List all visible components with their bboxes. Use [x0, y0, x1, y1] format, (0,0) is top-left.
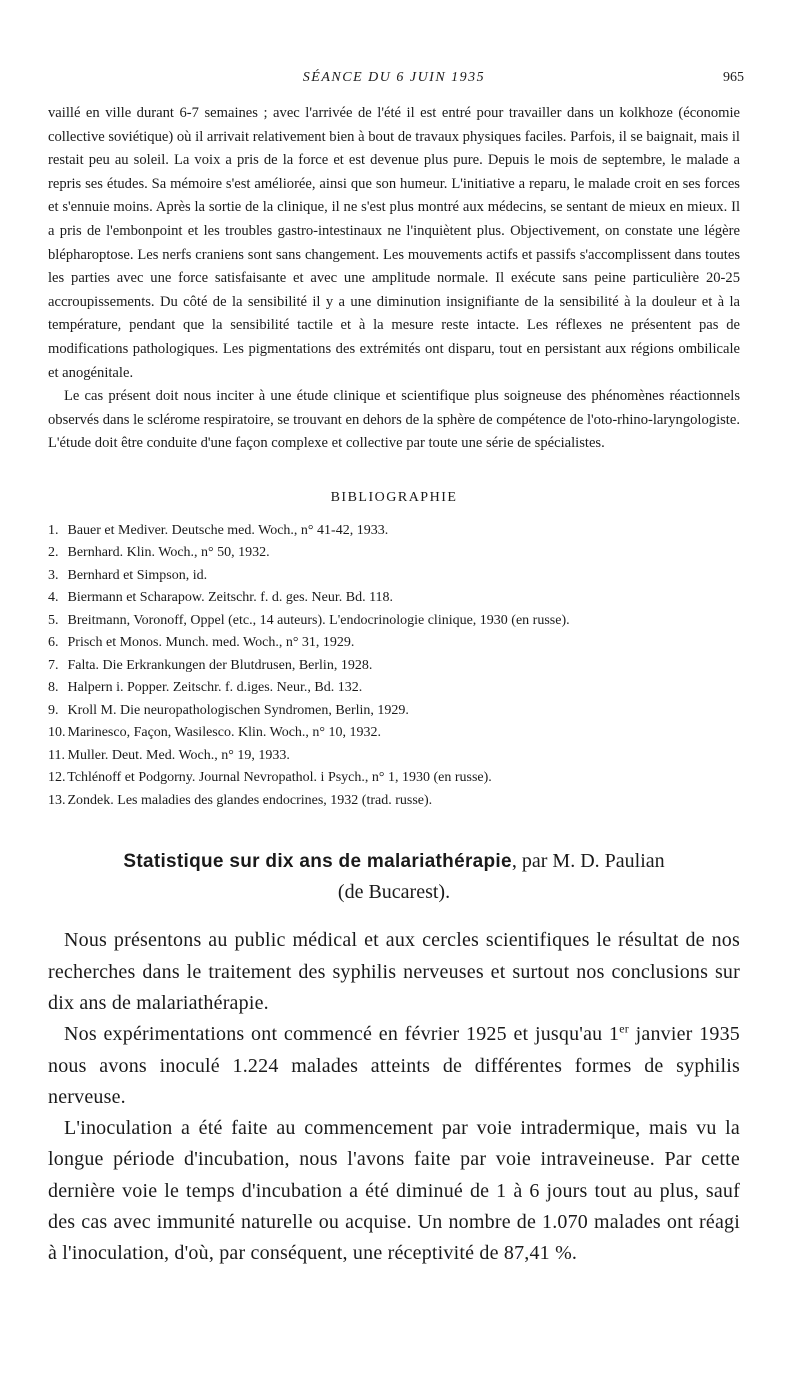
article-body	[48, 925, 740, 1269]
ref-number: 1.	[48, 522, 59, 538]
article-paragraph: L'inoculation a été faite au commencement par voie intradermique, mais vu la longue période d'incubation, nous l'avons faite par voie intraveineuse. Par cette dernière voie le temps d'incubation a été diminué de 1 à 6 jours tout au plus, sauf des cas avec immunité naturelle ou acquise. Un nombre de 1.070 malades ont réagi à l'inoculation, d'où, par conséquent, une réceptivité de 87,41 %.	[48, 1117, 740, 1265]
ref-number: 5.	[48, 612, 59, 628]
article-title	[48, 846, 740, 907]
ref-text: Tchlénoff et Podgorny. Journal Nevropathol. i Psych., n° 1, 1930 (en russe).	[67, 770, 492, 786]
ref-number: 3.	[48, 567, 59, 583]
bibliography-item	[48, 767, 740, 790]
ref-text: Bernhard. Klin. Woch., n° 50, 1932.	[67, 545, 270, 561]
article-title-main: Statistique sur dix ans de malariathérapie	[123, 851, 512, 873]
ref-number: 2.	[48, 545, 59, 561]
bibliography-item	[48, 700, 740, 723]
bibliography-item	[48, 542, 740, 565]
ordinal-superscript: er	[619, 1021, 629, 1036]
ref-number: 10.	[48, 725, 66, 741]
case-report-text	[48, 102, 740, 456]
ref-number: 12.	[48, 770, 66, 786]
bibliography-item	[48, 632, 740, 655]
ref-number: 4.	[48, 590, 59, 606]
bibliography-item	[48, 655, 740, 678]
ref-text: Bauer et Mediver. Deutsche med. Woch., n° 41-42, 1933.	[67, 522, 389, 538]
article-paragraph-rest: janvier 1935 nous avons inoculé 1.224 malades atteints de différentes formes de syphilis nerveuse.	[48, 1023, 740, 1108]
ref-text: Marinesco, Façon, Wasilesco. Klin. Woch., n° 10, 1932.	[67, 725, 382, 741]
article-title-author: , par M. D. Paulian	[511, 850, 665, 873]
ref-text: Muller. Deut. Med. Woch., n° 19, 1933.	[67, 747, 290, 763]
article-paragraph	[48, 1019, 740, 1113]
ref-number: 13.	[48, 792, 66, 808]
ref-text: Halpern i. Popper. Zeitschr. f. d.iges. Neur., Bd. 132.	[67, 680, 363, 696]
article-paragraph-prefix: Nos expérimentations ont commencé en février 1925 et jusqu'au 1	[64, 1023, 620, 1046]
ref-text: Biermann et Scharapow. Zeitschr. f. d. ges. Neur. Bd. 118.	[67, 590, 394, 606]
ref-text: Falta. Die Erkrankungen der Blutdrusen, Berlin, 1928.	[67, 657, 373, 673]
bibliography-item	[48, 677, 740, 700]
bibliography-heading: BIBLIOGRAPHIE	[330, 489, 458, 505]
article-paragraph: Nous présentons au public médical et aux cercles scientifiques le résultat de nos recherches dans le traitement des syphilis nerveuses et surtout nos conclusions sur dix ans de malariathérapie.	[48, 929, 740, 1014]
bibliography-item	[48, 790, 740, 813]
bibliography-item	[48, 520, 740, 543]
document-page	[48, 0, 744, 1270]
ref-text: Kroll M. Die neuropathologischen Syndromen, Berlin, 1929.	[67, 702, 409, 718]
bibliography-list	[48, 520, 740, 813]
ref-number: 6.	[48, 635, 59, 651]
article-title-affiliation: (de Bucarest).	[337, 881, 451, 904]
ref-number: 7.	[48, 657, 59, 673]
ref-text: Bernhard et Simpson, id.	[67, 567, 208, 583]
bibliography-item	[48, 722, 740, 745]
ref-text: Breitmann, Voronoff, Oppel (etc., 14 auteurs). L'endocrinologie clinique, 1930 (en russe).	[67, 612, 570, 628]
bibliography-item	[48, 610, 740, 633]
ref-text: Prisch et Monos. Munch. med. Woch., n° 31, 1929.	[67, 635, 355, 651]
bibliography-item	[48, 745, 740, 768]
bibliography-item	[48, 587, 740, 610]
body-paragraph: Le cas présent doit nous inciter à une étude clinique et scientifique plus soigneuse des phénomènes réactionnels observés dans le sclérome respiratoire, se trouvant en dehors de la sphère de compétence de l'oto-rhino-laryngologiste. L'étude doit être conduite d'une façon complexe et collective par toute une série de spécialistes.	[48, 388, 740, 452]
running-header	[48, 70, 744, 100]
body-paragraph: vaillé en ville durant 6-7 semaines ; avec l'arrivée de l'été il est entré pour travailler dans un kolkhoze (économie collective soviétique) où il arrivait relativement bien à bout de travaux physiques faciles. Parfois, il se baignait, mais il restait peu au soleil. La voix a pris de la force et est devenue plus pure. Depuis le mois de septembre, le malade a repris ses études. Sa mémoire s'est améliorée, ainsi que son humeur. L'initiative a reparu, le malade croit en ses forces et s'ennuie moins. Après la sortie de la clinique, il ne s'est plus montré aux médecins, se sentant de mieux en mieux. Il a pris de l'embonpoint et les troubles gastro-intestinaux ne l'inquiètent plus. Objectivement, on constate une légère blépharoptose. Les nerfs craniens sont sans changement. Les mouvements actifs et passifs s'accomplissent dans toutes les parties avec une force satisfaisante et avec une amplitude normale. Il exécute sans peine particulière 20-25 accroupissements. Du côté de la sensibilité il y a une diminution insignifiante de la sensibilité à la douleur et à la température, pendant que la sensibilité tactile et à la mesure reste intacte. Les réflexes ne présentent pas de modifications pathologiques. Les pigmentations des extrémités ont disparu, tout en persistant aux régions ombilicale et anogénitale.	[48, 105, 740, 381]
ref-number: 8.	[48, 680, 59, 696]
bibliography-item	[48, 565, 740, 588]
ref-text: Zondek. Les maladies des glandes endocrines, 1932 (trad. russe).	[67, 792, 433, 808]
page-number: 965	[723, 70, 744, 85]
ref-number: 9.	[48, 702, 59, 718]
running-title: SÉANCE DU 6 JUIN 1935	[302, 70, 486, 85]
ref-number: 11.	[48, 747, 65, 763]
